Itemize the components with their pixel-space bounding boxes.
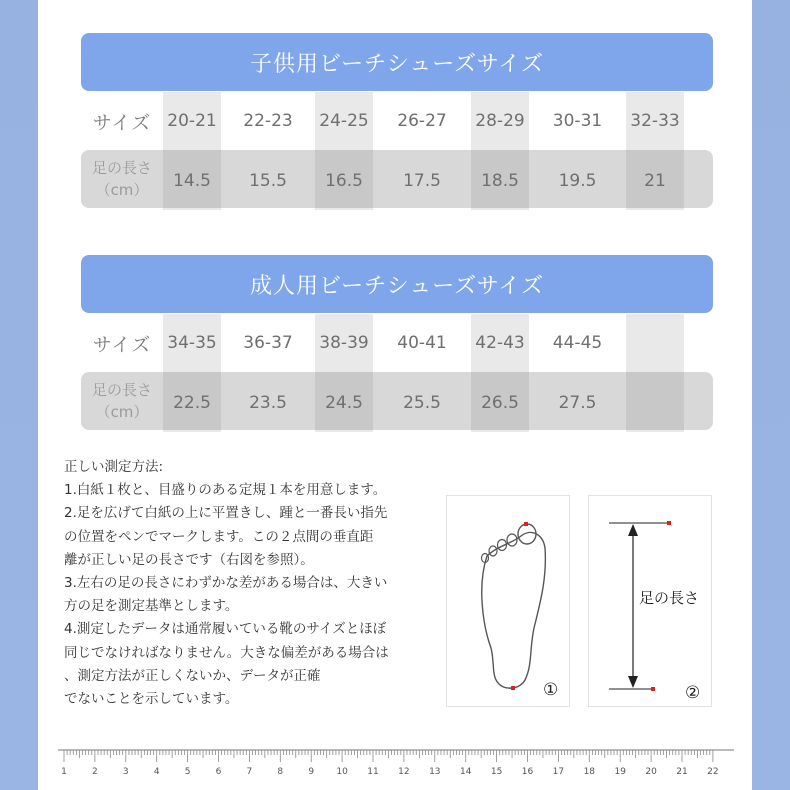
ruler-number: 7 xyxy=(246,767,253,777)
ruler-number: 21 xyxy=(676,767,688,777)
adult-size-header xyxy=(81,255,713,313)
size-row-label: サイズ xyxy=(92,333,152,356)
foot-length-label-text: 足の長さ xyxy=(91,159,152,177)
size-cell: 34-35 xyxy=(167,333,217,353)
instruction-line: でないことを示しています。 xyxy=(64,691,239,708)
size-cell: 36-37 xyxy=(243,333,293,353)
foot-figure xyxy=(446,495,570,707)
ruler-number: 5 xyxy=(184,767,191,777)
child-size-table xyxy=(81,92,713,210)
length-cell xyxy=(626,374,684,432)
size-cell xyxy=(626,314,684,372)
ruler-number: 14 xyxy=(459,767,472,777)
ruler-number: 4 xyxy=(153,767,160,777)
size-cell: 42-43 xyxy=(475,333,525,353)
child-size-header xyxy=(81,33,713,91)
foot-length-unit: （cm） xyxy=(95,181,149,199)
ruler-number: 11 xyxy=(367,767,379,777)
instruction-line: 方の足を測定基準とします。 xyxy=(64,598,239,615)
size-cell: 26-27 xyxy=(397,111,447,131)
length-cell: 18.5 xyxy=(481,171,519,191)
instruction-line: 同じでなければなりません。大きな偏差がある場合は xyxy=(64,644,389,661)
size-cell: 44-45 xyxy=(552,333,603,353)
size-cell: 24-25 xyxy=(319,111,369,131)
ruler-number: 9 xyxy=(308,767,315,777)
ruler-number: 6 xyxy=(215,767,222,777)
foot-length-annotation: 足の長さ xyxy=(639,589,700,607)
ruler-number: 17 xyxy=(552,767,565,777)
figure-number-2: ② xyxy=(685,683,701,703)
length-cell: 26.5 xyxy=(481,393,519,413)
ruler-number: 12 xyxy=(398,767,410,777)
instruction-line: 2.足を広げて白紙の上に平置きし、踵と一番長い指先 xyxy=(64,505,388,522)
ruler-number: 20 xyxy=(645,767,657,777)
instruction-line: 3.左右の足の長さにわずかな差がある場合は、大きい xyxy=(64,575,388,592)
ruler-scale xyxy=(58,742,734,780)
adult-size-title: 成人用ビーチシューズサイズ xyxy=(250,273,544,299)
foot-length-label xyxy=(81,150,163,208)
length-cell: 23.5 xyxy=(249,393,287,413)
size-cell: 40-41 xyxy=(397,333,447,353)
size-cell: 20-21 xyxy=(167,111,217,131)
instruction-line: 正しい測定方法: xyxy=(64,459,164,475)
instruction-line: 、測定方法が正しくないか、データが正確 xyxy=(64,667,321,684)
length-cell: 16.5 xyxy=(325,171,363,191)
size-row-label: サイズ xyxy=(92,111,152,134)
ruler-number: 3 xyxy=(122,767,129,777)
length-cell: 14.5 xyxy=(173,171,211,191)
size-cell: 38-39 xyxy=(319,333,369,353)
adult-size-table xyxy=(81,314,713,432)
ruler-number: 1 xyxy=(61,767,67,777)
length-cell: 25.5 xyxy=(403,393,441,413)
length-figure xyxy=(588,495,712,707)
ruler-number: 22 xyxy=(707,767,719,777)
length-cell: 21 xyxy=(644,171,666,191)
size-cell: 30-31 xyxy=(552,111,603,131)
foot-length-label xyxy=(81,372,163,430)
instruction-line: の位置をペンでマークします。この２点間の垂直距 xyxy=(64,528,374,545)
foot-length-unit: （cm） xyxy=(95,403,149,421)
instruction-line: 4.測定したデータは通常履いている靴のサイズとほぼ xyxy=(64,621,387,638)
ruler-number: 15 xyxy=(490,767,503,777)
foot-outline-icon xyxy=(447,496,569,706)
ruler-number: 13 xyxy=(429,767,441,777)
size-cell: 22-23 xyxy=(243,111,293,131)
instruction-line: 離が正しい足の長さです（右図を参照）。 xyxy=(64,551,314,568)
length-cell: 15.5 xyxy=(249,171,287,191)
ruler-number: 8 xyxy=(277,767,284,777)
child-size-title: 子供用ビーチシューズサイズ xyxy=(250,51,544,77)
ruler-number: 16 xyxy=(521,767,534,777)
ruler-number: 19 xyxy=(614,767,626,777)
size-cell: 32-33 xyxy=(630,111,680,131)
length-cell: 27.5 xyxy=(558,393,597,413)
ruler-number: 18 xyxy=(583,767,596,777)
length-cell: 22.5 xyxy=(173,393,211,413)
ruler-number: 2 xyxy=(92,767,98,777)
length-cell: 24.5 xyxy=(325,393,363,413)
figure-number-1: ① xyxy=(543,680,559,700)
ruler xyxy=(58,742,734,780)
foot-length-label-text: 足の長さ xyxy=(91,381,152,399)
instruction-line: 1.白紙１枚と、目盛りのある定規１本を用意します。 xyxy=(64,482,387,499)
measurement-instructions xyxy=(64,456,454,711)
length-cell: 19.5 xyxy=(558,171,597,191)
size-cell: 28-29 xyxy=(475,111,525,131)
length-cell: 17.5 xyxy=(403,171,441,191)
ruler-number: 10 xyxy=(336,767,348,777)
